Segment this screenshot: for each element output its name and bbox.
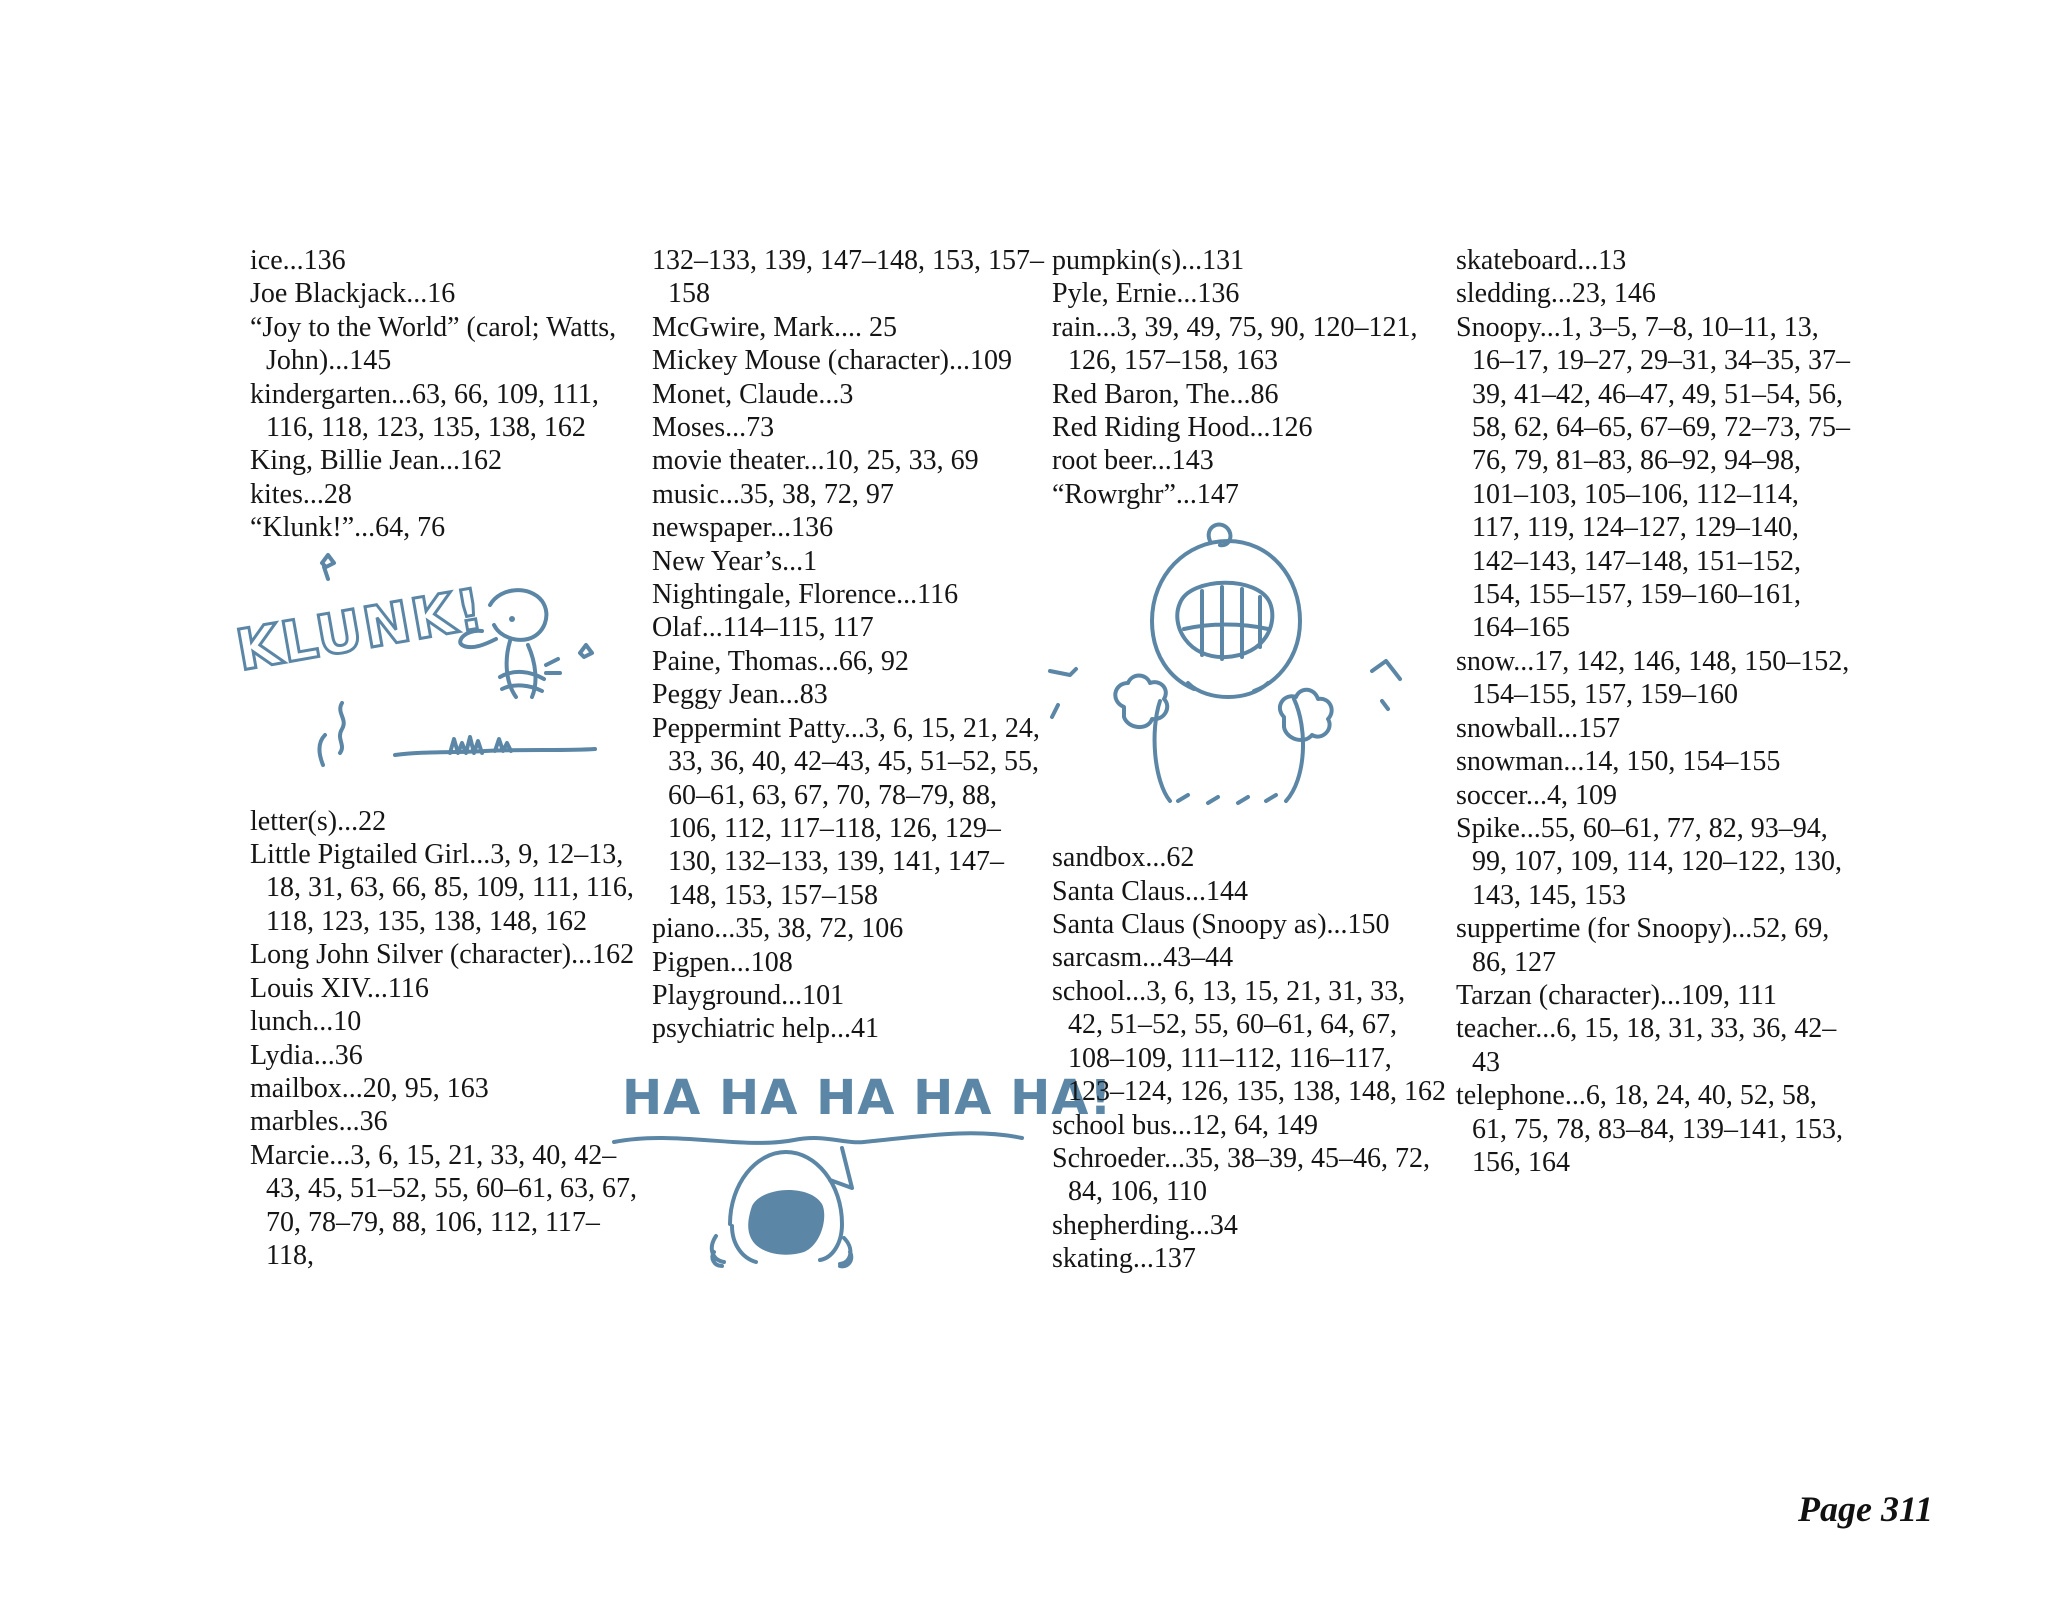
index-entry: mailbox...20, 95, 163 [250, 1072, 489, 1104]
index-entry: Red Riding Hood...126 [1052, 412, 1313, 444]
index-entry: Nightingale, Florence...116 [652, 579, 959, 611]
laughing-kid-drawing-icon [612, 1056, 1113, 1286]
laughing-illustration [612, 1056, 1113, 1286]
index-entry: Pyle, Ernie...136 [1052, 278, 1240, 310]
index-entry: Long John Silver (character)...162 [250, 939, 635, 971]
index-entry: Paine, Thomas...66, 92 [652, 645, 909, 677]
index-entry: New Year’s...1 [652, 545, 818, 577]
index-entry: Joe Blackjack...16 [250, 278, 456, 310]
index-entry: Playground...101 [652, 979, 845, 1011]
index-entry: Peppermint Patty...3, 6, 15, 21, 24, 33, 36, 40, 42–43, 45, 51–52, 55, 60–61, 63, 67, 70, 78–79, 88, 106, 112, 117–118, 126, 129–130, 132–133, 139, 141, 147–148, 153, 157–158 [652, 712, 1040, 911]
index-entry: snow...17, 142, 146, 148, 150–152, 154–155, 157, 159–160 [1456, 645, 1850, 711]
rowrghr-illustration [1032, 511, 1412, 841]
klunk-caption: KLUNK! [231, 576, 490, 684]
index-entry: Louis XIV...116 [250, 972, 429, 1004]
index-entry: Tarzan (character)...109, 111 [1456, 979, 1777, 1011]
index-entry: Peggy Jean...83 [652, 679, 828, 711]
index-entry: Moses...73 [652, 412, 775, 444]
entries-top [1052, 244, 1447, 511]
index-entry: movie theater...10, 25, 33, 69 [652, 445, 979, 477]
index-column-2 [622, 244, 1113, 1286]
index-column-3 [1052, 244, 1447, 1276]
index-entry: Olaf...114–115, 117 [652, 612, 874, 644]
index-entry: Snoopy...1, 3–5, 7–8, 10–11, 13, 16–17, 19–27, 29–31, 34–35, 37–39, 41–42, 46–47, 49, 51–54, 56, 58, 62, 64–65, 67–69, 72–73, 75–76, 79, 81–83, 86–92, 94–98, 101–103, 105–106, 112–114, 117, 119, 124–127, 129–140, 142–143, 147–148, 151–152, 154, 155–157, 159–160–161, 164–165 [1456, 311, 1850, 644]
growling-kid-drawing-icon [1032, 511, 1412, 841]
laughing-caption: HA HA HA HA HA! [622, 1069, 1113, 1126]
woodstock-klunk-drawing-icon [231, 545, 630, 805]
index-entry: skateboard...13 [1456, 245, 1627, 276]
index-entry: marbles...36 [250, 1106, 388, 1138]
index-entry: Mickey Mouse (character)...109 [652, 345, 1012, 377]
index-entry: pumpkin(s)...131 [1052, 245, 1245, 276]
index-entry: Lydia...36 [250, 1039, 363, 1071]
index-entry: skating...137 [1052, 1243, 1196, 1275]
index-entry: Pigpen...108 [652, 946, 793, 978]
index-entry: newspaper...136 [652, 512, 834, 544]
index-entry: ice...136 [250, 245, 346, 276]
index-entry: Monet, Claude...3 [652, 378, 854, 410]
index-entry: piano...35, 38, 72, 106 [652, 913, 904, 945]
index-entry: telephone...6, 18, 24, 40, 52, 58, 61, 75, 78, 83–84, 139–141, 153, 156, 164 [1456, 1080, 1843, 1178]
index-entry: snowball...157 [1456, 712, 1621, 744]
index-entry: kites...28 [250, 478, 352, 510]
index-entry: letter(s)...22 [250, 805, 387, 837]
entries-bottom [1052, 841, 1447, 1275]
index-entry: Santa Claus (Snoopy as)...150 [1052, 909, 1390, 941]
klunk-illustration [231, 545, 630, 805]
index-entry: “Rowrghr”...147 [1052, 478, 1239, 510]
index-entry: Schroeder...35, 38–39, 45–46, 72, 84, 106, 110 [1052, 1142, 1430, 1208]
index-entry: root beer...143 [1052, 445, 1214, 477]
index-column-1 [231, 244, 645, 1272]
index-entry: “Joy to the World” (carol; Watts, John)...145 [250, 311, 617, 377]
index-entry: sarcasm...43–44 [1052, 942, 1234, 974]
page-number: Page 311 [1798, 1489, 1933, 1529]
index-entry: school bus...12, 64, 149 [1052, 1109, 1318, 1141]
index-entry: snowman...14, 150, 154–155 [1456, 746, 1781, 778]
index-entry: Little Pigtailed Girl...3, 9, 12–13, 18, 31, 63, 66, 85, 109, 111, 116, 118, 123, 135, 138, 148, 162 [250, 839, 634, 937]
index-entry: Spike...55, 60–61, 77, 82, 93–94, 99, 107, 109, 114, 120–122, 130, 143, 145, 153 [1456, 812, 1842, 911]
index-entry: McGwire, Mark.... 25 [652, 311, 897, 343]
index-entry: school...3, 6, 13, 15, 21, 31, 33, 42, 51–52, 55, 60–61, 64, 67, 108–109, 111–112, 116–117, 123–124, 126, 135, 138, 148, 162 [1052, 975, 1446, 1108]
index-entry: King, Billie Jean...162 [250, 445, 502, 477]
index-entry: psychiatric help...41 [652, 1013, 880, 1045]
index-entry: Red Baron, The...86 [1052, 378, 1279, 410]
entries-bottom [250, 805, 645, 1273]
index-entry: kindergarten...63, 66, 109, 111, 116, 118, 123, 135, 138, 162 [250, 378, 599, 444]
index-entry: music...35, 38, 72, 97 [652, 478, 894, 510]
index-entry: Marcie...3, 6, 15, 21, 33, 40, 42–43, 45, 51–52, 55, 60–61, 63, 67, 70, 78–79, 88, 106, 112, 117–118, [250, 1139, 637, 1271]
entries-top [652, 244, 1047, 1046]
index-entry: sandbox...62 [1052, 842, 1195, 874]
index-entry: 132–133, 139, 147–148, 153, 157–158 [652, 245, 1044, 310]
index-entry: sledding...23, 146 [1456, 278, 1656, 310]
index-entry: shepherding...34 [1052, 1209, 1238, 1241]
index-entry: suppertime (for Snoopy)...52, 69, 86, 127 [1456, 913, 1830, 978]
index-entry: Santa Claus...144 [1052, 875, 1248, 907]
index-entry: soccer...4, 109 [1456, 779, 1617, 811]
index-entry: “Klunk!”...64, 76 [250, 512, 446, 544]
entries-top [1456, 244, 1851, 1179]
index-column-4 [1456, 244, 1851, 1179]
index-entry: teacher...6, 15, 18, 31, 33, 36, 42–43 [1456, 1013, 1837, 1078]
index-entry: lunch...10 [250, 1006, 362, 1038]
index-entry: rain...3, 39, 49, 75, 90, 120–121, 126, 157–158, 163 [1052, 311, 1418, 377]
entries-top [250, 244, 645, 545]
